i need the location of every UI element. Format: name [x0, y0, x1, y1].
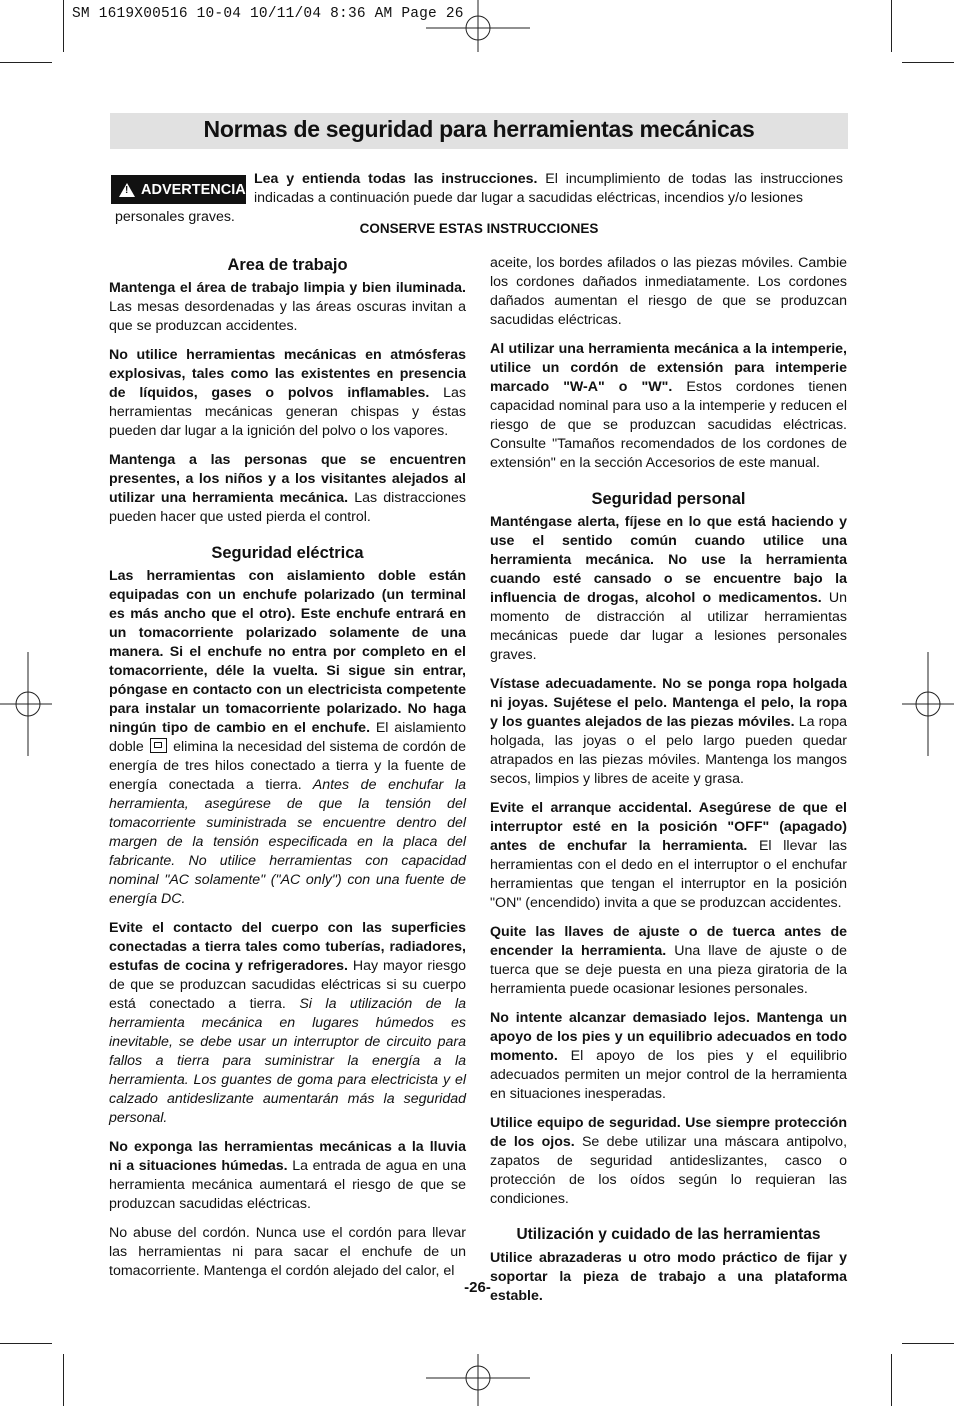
warning-badge: [111, 175, 246, 204]
crop-mark: [891, 0, 892, 52]
paragraph: Mantenga a las personas que se encuentren presentes, a los niños y a los visitantes alejados al utilizar una herramienta mecánica. Las distracciones pueden hacer que usted pierda el control.: [109, 452, 466, 525]
registration-mark-left: [0, 652, 52, 756]
registration-mark-bottom: [426, 1354, 530, 1406]
right-column: [490, 254, 847, 1316]
paragraph: Utilice abrazaderas u otro modo práctico de fijar y soportar la pieza de trabajo a una plataforma estable.: [490, 1250, 847, 1304]
personal-heading: Seguridad personal: [591, 490, 746, 508]
keep-instructions: CONSERVE ESTAS INSTRUCCIONES: [359, 221, 599, 236]
paragraph: Las herramientas con aislamiento doble están equipadas con un enchufe polarizado (un terminal es más ancho que el otro). Este enchufe entrará en un tomacorriente polarizado solamente de una manera. Si el enchufe no entra por completo en el tomacorriente, déle la vuelta. Si sigue sin entrar, póngase en contacto con un electricista competente para instalar un tomacorriente polarizado. No haga ningún tipo de cambio en el enchufe. El aislamiento doble elimina la necesidad del sistema de cordón de energía de tres hilos conectado a tierra y la fuente de energía conectada a tierra. Antes de enchufar la herramienta, asegúrese de que la tensión del tomacorriente suministrada se encuentre dentro del margen de la tensión especificada en la placa del fabricante. No utilice herramientas con capacidad nominal "AC solamente" ("AC only") con una fuente de energía DC.: [109, 568, 467, 907]
warning-text: [254, 170, 843, 208]
print-slug: SM 1619X00516 10-04 10/11/04 8:36 AM Page 26: [72, 6, 464, 22]
work-area-heading: Area de trabajo: [227, 256, 348, 274]
paragraph: Evite el contacto del cuerpo con las superficies conectadas a tierra tales como tuberías, radiadores, estufas de cocina y refrigeradores. Hay mayor riesgo de que se produzcan sacudidas eléctricas si su cuerpo está conectado a tierra. Si la utilización de la herramienta mecánica en lugares húmedos es inevitable, se debe usar un interruptor de circuito para fallos a tierra para suministrar la energía a la herramienta. Los guantes de goma para electricista y el calzado antideslizante aumentarán más la seguridad personal.: [109, 920, 466, 1126]
page-title: Normas de seguridad para herramientas mecánicas: [203, 116, 755, 142]
warning-tail: personales graves.: [115, 209, 235, 225]
crop-mark: [0, 62, 52, 63]
paragraph: aceite, los bordes afilados o las piezas móviles. Cambie los cordones dañados inmediatamente. Los cordones dañados aumentan el riesgo de que se produzcan sacudidas eléctricas.: [490, 255, 847, 328]
crop-mark: [63, 0, 64, 52]
paragraph: Manténgase alerta, fíjese en lo que está haciendo y use el sentido común cuando utilice una herramienta mecánica. No use la herramienta cuando esté cansado o se encuentre bajo la influencia de drogas, alcohol o medicamentos. Un momento de distracción al utilizar herramientas mecánicas puede dar lugar a lesiones personales graves.: [490, 514, 847, 663]
registration-mark-top: [426, 0, 530, 52]
paragraph: Utilice equipo de seguridad. Use siempre protección de los ojos. Se debe utilizar una máscara antipolvo, zapatos de seguridad antideslizantes, casco o protección de los oídos según lo requieran las condiciones.: [490, 1115, 848, 1207]
paragraph: Mantenga el área de trabajo limpia y bien iluminada. Las mesas desordenadas y las áreas oscuras invitan a que se produzcan accidentes.: [109, 280, 466, 334]
registration-mark-right: [902, 652, 954, 756]
left-column: [109, 254, 466, 1291]
paragraph: Quite las llaves de ajuste o de tuerca antes de encender la herramienta. Una llave de ajuste o de tuerca que se deje puesta en una pieza giratoria de la herramienta puede ocasionar lesiones personales.: [490, 924, 847, 997]
crop-mark: [891, 1354, 892, 1406]
paragraph: No exponga las herramientas mecánicas a la lluvia ni a situaciones húmedas. La entrada de agua en una herramienta mecánica aumentará el riesgo de que se produzcan sacudidas eléctricas.: [109, 1139, 466, 1212]
double-insulation-icon: [150, 738, 167, 753]
warning-label: ADVERTENCIA: [141, 181, 246, 198]
crop-mark: [0, 1343, 52, 1344]
paragraph: No utilice herramientas mecánicas en atmósferas explosivas, tales como las existentes en presencia de líquidos, gases o polvos inflamables. Las herramientas mecánicas generan chispas y éstas pueden dar lugar a la ignición del polvo o los vapores.: [109, 347, 466, 439]
warning-body: El incumplimiento de todas las instrucciones indicadas a continuación puede dar lugar a sacudidas eléctricas, incendios y/o lesiones: [254, 171, 844, 206]
warning-triangle-icon: !: [119, 183, 135, 197]
paragraph: Vístase adecuadamente. No se ponga ropa holgada ni joyas. Sujétese el pelo. Mantenga el pelo, la ropa y los guantes alejados de las piezas móviles. La ropa holgada, las joyas o el pelo largo pueden quedar atrapados en las piezas móviles. Mantenga los mangos secos, limpios y libres de aceite y grasa.: [490, 676, 847, 787]
tool-use-heading: Utilización y cuidado de las herramientas: [516, 1226, 821, 1243]
warning-lead: Lea y entienda todas las instrucciones.: [254, 171, 538, 187]
paragraph: No intente alcanzar demasiado lejos. Mantenga un apoyo de los pies y un equilibrio adecuados en todo momento. El apoyo de los pies y el equilibrio adecuados permiten un mejor control de la herramienta en situaciones inesperadas.: [490, 1010, 847, 1102]
paragraph: No abuse del cordón. Nunca use el cordón para llevar las herramientas ni para sacar el enchufe de un tomacorriente. Mantenga el cordón alejado del calor, el: [109, 1225, 466, 1279]
crop-mark: [902, 1343, 954, 1344]
crop-mark: [902, 62, 954, 63]
page-number: -26-: [464, 1279, 491, 1296]
paragraph: Evite el arranque accidental. Asegúrese de que el interruptor esté en la posición "OFF" (apagado) antes de enchufar la herramienta. El llevar las herramientas con el dedo en el interruptor o el enchufar herramientas que tengan el interruptor en la posición "ON" (encendido) invita a que se produzcan accidentes.: [490, 800, 847, 911]
crop-mark: [63, 1354, 64, 1406]
electrical-heading: Seguridad eléctrica: [211, 544, 364, 562]
paragraph: Al utilizar una herramienta mecánica a la intemperie, utilice un cordón de extensión para intemperie marcado "W-A" o "W". Estos cordones tienen capacidad nominal para uso a la intemperie y reducen el riesgo de que se produzcan sacudidas eléctricas. Consulte "Tamaños recomendados de los cordones de extensión" en la sección Accesorios de este manual.: [490, 341, 847, 471]
